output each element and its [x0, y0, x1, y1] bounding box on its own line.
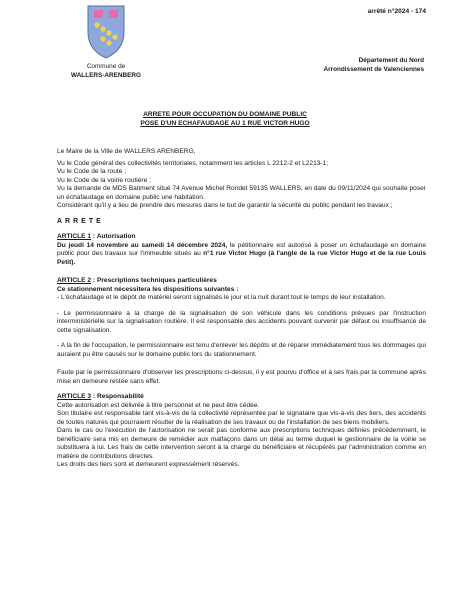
- article-3-paragraph-3: Dans le cas ou l'exécution de l'autorisation ne serait pas conforme aux prescriptions techniques définies précédemment, le bénéficiaire sera mis en demeure de remédier aux malfaçons dans un délai au terme duquel le gestionnaire de la voirie se substituera à lui. Les frais de cette intervention seront à la charge du bénéficiaire et récupérés par l'administration comme en matière de contributions directes.: [57, 427, 426, 460]
- article-1-label: ARTICLE 1: [57, 233, 92, 240]
- document-title: [0, 110, 450, 128]
- article-1-heading: [57, 233, 426, 242]
- article-2-paragraph-1: - L'échafaudage et le dépôt de matériel seront signalisés le jour et la nuit durant tout le temps de leur installation.: [57, 294, 386, 301]
- article-3-label: ARTICLE 3: [57, 393, 92, 400]
- commune-label: Commune de: [86, 63, 126, 70]
- article-3-title: : Responsabilité: [91, 393, 144, 400]
- maire-line: Le Maire de la Ville de WALLERS ARENBERG,: [57, 148, 196, 155]
- vu-line-3: Vu le Code de la voirie routière ;: [57, 176, 151, 184]
- coat-of-arms-icon: [86, 4, 126, 60]
- article-3-paragraph-1: Cette autorisation est délivrée à titre personnel et ne peut être cédée.: [57, 401, 260, 409]
- article-1-dates: Du jeudi 14 novembre au samedi 14 décembre 2024,: [57, 241, 228, 249]
- article-3-heading: [57, 393, 426, 402]
- article-1-text: [57, 242, 426, 268]
- article-1-body: le pétitionnaire est autorisé à poser un échafaudage en domaine public pour des travaux sur l'immeuble situés au: [57, 241, 427, 257]
- considerant-line: Considérant qu'il y a lieu de prendre des mesures dans le but de garantir la sécurité du public pendant les travaux ;: [57, 202, 393, 209]
- article-1-address: n°1 rue Victor Hugo (à l'angle de la rue Victor Hugo et de la rue Louis Petit).: [57, 250, 426, 266]
- commune-name: WALLERS-ARENBERG: [71, 71, 141, 79]
- article-1-title: : Autorisation: [91, 233, 136, 240]
- commune-block: [58, 63, 154, 80]
- arrete-heading: ARRETE: [57, 217, 104, 225]
- article-2-heading: [57, 277, 426, 286]
- title-line-2: POSE D'UN ECHAFAUDAGE AU 1 RUE VICTOR HUGO: [140, 120, 310, 127]
- department-name: Département du Nord: [358, 57, 424, 64]
- article-3-paragraph-2: Son titulaire est responsable tant vis-à-vis de la collectivité représentée par le signataire que vis-à-vis des tiers, des accidents de toutes natures qui pourraient résulter de la réalisation de ses travaux ou de l'installation de ses biens mobiliers.: [57, 410, 426, 426]
- article-2-paragraph-2: - Le permissionnaire a la charge de la signalisation de son véhicule dans les conditions prévues par l'instruction interministérielle sur la signalisation routière. Il est responsable des accidents pouvant survenir par défaut ou insuffisance de cette signalisation.: [57, 309, 426, 334]
- vu-line-1: Vu le Code général des collectivités territoriales, notamment les articles L 2212-2 et L2213-1;: [57, 159, 329, 167]
- article-2-paragraph-4: Faute par le permissionnaire d'observer les prescriptions ci-dessus, il y est pourvu d'office et à ses frais par la commune après mise en demeure restée sans effet.: [57, 369, 426, 385]
- document-body: [57, 148, 426, 470]
- article-3-paragraph-4: Les droits des tiers sont et demeurent expressément réservés.: [57, 461, 240, 468]
- title-line-1: ARRETE POUR OCCUPATION DU DOMAINE PUBLIC: [143, 111, 307, 118]
- article-2-label: ARTICLE 2: [57, 277, 92, 284]
- article-2-subtitle: Ce stationnement nécessitera les dispositions suivantes :: [57, 285, 239, 293]
- article-2-title: : Prescriptions techniques particulières: [91, 277, 217, 284]
- vu-line-2: Vu le Code de la route ;: [57, 168, 127, 175]
- arrondissement-name: Arrondissement de Valenciennes: [323, 65, 424, 73]
- article-2-paragraph-3: - A la fin de l'occupation, le permissionnaire est tenu d'enlever les dépôts et de réparer immédiatement tous les dommages qui auraient pu être causés sur le domaine public lors du stationnement.: [57, 342, 426, 358]
- arrete-number: arrêté n°2024 - 174: [367, 8, 426, 15]
- vu-line-4: Vu la demande de MDS Batiment situé 74 Avenue Michel Rondet 59135 WALLERS, en date du 09/11/2024 qui souhaite poser un échafaudage en domaine public une habitation.: [57, 185, 426, 201]
- department-block: [274, 57, 424, 74]
